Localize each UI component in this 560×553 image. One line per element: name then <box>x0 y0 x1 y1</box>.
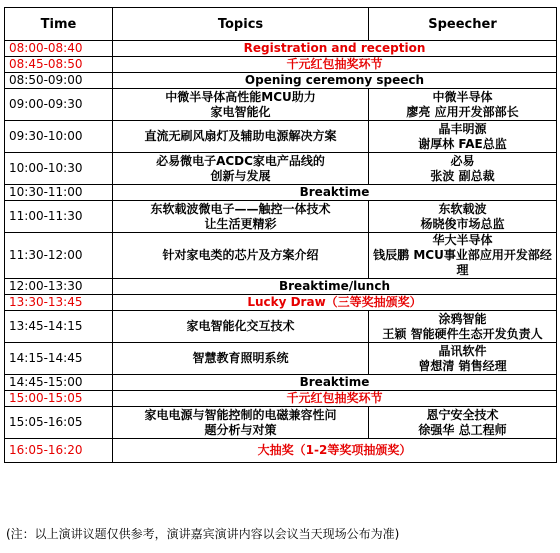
session-topic <box>113 311 369 343</box>
agenda-row <box>5 311 557 343</box>
speaker-name-title: 徐强华 总工程师 <box>418 422 507 437</box>
session-speaker <box>369 201 557 233</box>
speaker-company: 恩宁安全技术 <box>426 407 499 422</box>
session-speaker <box>369 311 557 343</box>
session-time: 12:00-13:30 <box>5 279 113 295</box>
session-speaker <box>369 343 557 375</box>
speaker-name-title: 谢厚林 FAE总监 <box>418 136 507 151</box>
agenda-row <box>5 73 557 89</box>
session-title: 大抽奖（1-2等奖项抽颁奖） <box>113 439 557 463</box>
session-title: Registration and reception <box>113 41 557 57</box>
agenda-row <box>5 185 557 201</box>
session-speaker <box>369 233 557 279</box>
header-topics: Topics <box>113 8 369 41</box>
speaker-company: 晶丰明源 <box>438 121 487 136</box>
speaker-company: 东软载波 <box>438 201 487 216</box>
session-time: 11:00-11:30 <box>5 201 113 233</box>
session-speaker <box>369 121 557 153</box>
topic-line: 家电智能化交互技术 <box>186 319 295 333</box>
session-topic <box>113 343 369 375</box>
agenda-row <box>5 343 557 375</box>
header-speecher: Speecher <box>369 8 557 41</box>
session-time: 08:50-09:00 <box>5 73 113 89</box>
session-time: 10:30-11:00 <box>5 185 113 201</box>
session-time: 13:30-13:45 <box>5 295 113 311</box>
agenda-row <box>5 89 557 121</box>
agenda-row <box>5 201 557 233</box>
session-time: 09:30-10:00 <box>5 121 113 153</box>
topic-line: 必易微电子ACDC家电产品线的 <box>156 153 325 168</box>
topic-line: 家电智能化 <box>210 104 271 119</box>
speaker-company: 必易 <box>450 153 475 168</box>
agenda-row <box>5 121 557 153</box>
session-time: 08:45-08:50 <box>5 57 113 73</box>
session-speaker <box>369 89 557 121</box>
session-speaker <box>369 153 557 185</box>
session-title: 千元红包抽奖环节 <box>113 391 557 407</box>
header-row <box>5 8 557 41</box>
speaker-company: 中微半导体 <box>432 89 493 104</box>
session-topic <box>113 89 369 121</box>
session-time: 16:05-16:20 <box>5 439 113 463</box>
session-time: 11:30-12:00 <box>5 233 113 279</box>
topic-line: 题分析与对策 <box>204 422 277 437</box>
session-speaker <box>369 407 557 439</box>
session-title: 千元红包抽奖环节 <box>113 57 557 73</box>
session-topic <box>113 121 369 153</box>
agenda-row <box>5 153 557 185</box>
topic-line: 针对家电类的芯片及方案介绍 <box>162 248 319 262</box>
session-time: 15:05-16:05 <box>5 407 113 439</box>
session-title: Breaktime/lunch <box>113 279 557 295</box>
speaker-company: 涂鸦智能 <box>438 311 487 326</box>
agenda-row <box>5 41 557 57</box>
session-topic <box>113 407 369 439</box>
speaker-name-title: 廖亮 应用开发部部长 <box>406 104 519 119</box>
speaker-name-title: 张波 副总裁 <box>430 168 495 183</box>
speaker-name-title: 杨晓俊市场总监 <box>420 216 505 231</box>
footnote: (注：以上演讲议题仅供参考，演讲嘉宾演讲内容以会议当天现场公布为准) <box>6 527 400 541</box>
speaker-company: 晶讯软件 <box>438 343 487 358</box>
agenda-row <box>5 295 557 311</box>
session-time: 13:45-14:15 <box>5 311 113 343</box>
agenda-body <box>5 41 557 463</box>
agenda-row <box>5 57 557 73</box>
agenda-row <box>5 407 557 439</box>
session-topic <box>113 153 369 185</box>
agenda-row <box>5 375 557 391</box>
topic-line: 智慧教育照明系统 <box>192 351 289 365</box>
topic-line: 创新与发展 <box>210 168 271 183</box>
agenda-table <box>4 7 557 463</box>
agenda-row <box>5 439 557 463</box>
topic-line: 直流无刷风扇灯及辅助电源解决方案 <box>144 129 337 143</box>
agenda-row <box>5 391 557 407</box>
session-time: 10:00-10:30 <box>5 153 113 185</box>
session-time: 09:00-09:30 <box>5 89 113 121</box>
session-topic <box>113 201 369 233</box>
session-title: Lucky Draw（三等奖抽颁奖） <box>113 295 557 311</box>
topic-line: 家电电源与智能控制的电磁兼容性问 <box>144 407 337 422</box>
session-title: Breaktime <box>113 185 557 201</box>
agenda-row <box>5 279 557 295</box>
session-time: 15:00-15:05 <box>5 391 113 407</box>
agenda-row <box>5 233 557 279</box>
session-time: 14:15-14:45 <box>5 343 113 375</box>
header-time: Time <box>5 8 113 41</box>
topic-line: 中微半导体高性能MCU助力 <box>165 89 316 104</box>
topic-line: 东软载波微电子——触控一体技术 <box>150 201 331 216</box>
session-title: Opening ceremony speech <box>113 73 557 89</box>
speaker-name-title: 王颖 智能硬件生态开发负责人 <box>382 326 543 341</box>
session-title: Breaktime <box>113 375 557 391</box>
session-topic <box>113 233 369 279</box>
session-time: 14:45-15:00 <box>5 375 113 391</box>
speaker-company: 华大半导体 <box>432 233 493 247</box>
speaker-name-title: 钱辰鹏 MCU事业部应用开发部经理 <box>373 248 552 277</box>
session-time: 08:00-08:40 <box>5 41 113 57</box>
speaker-name-title: 曾想清 销售经理 <box>418 358 507 373</box>
topic-line: 让生活更精彩 <box>204 216 277 231</box>
